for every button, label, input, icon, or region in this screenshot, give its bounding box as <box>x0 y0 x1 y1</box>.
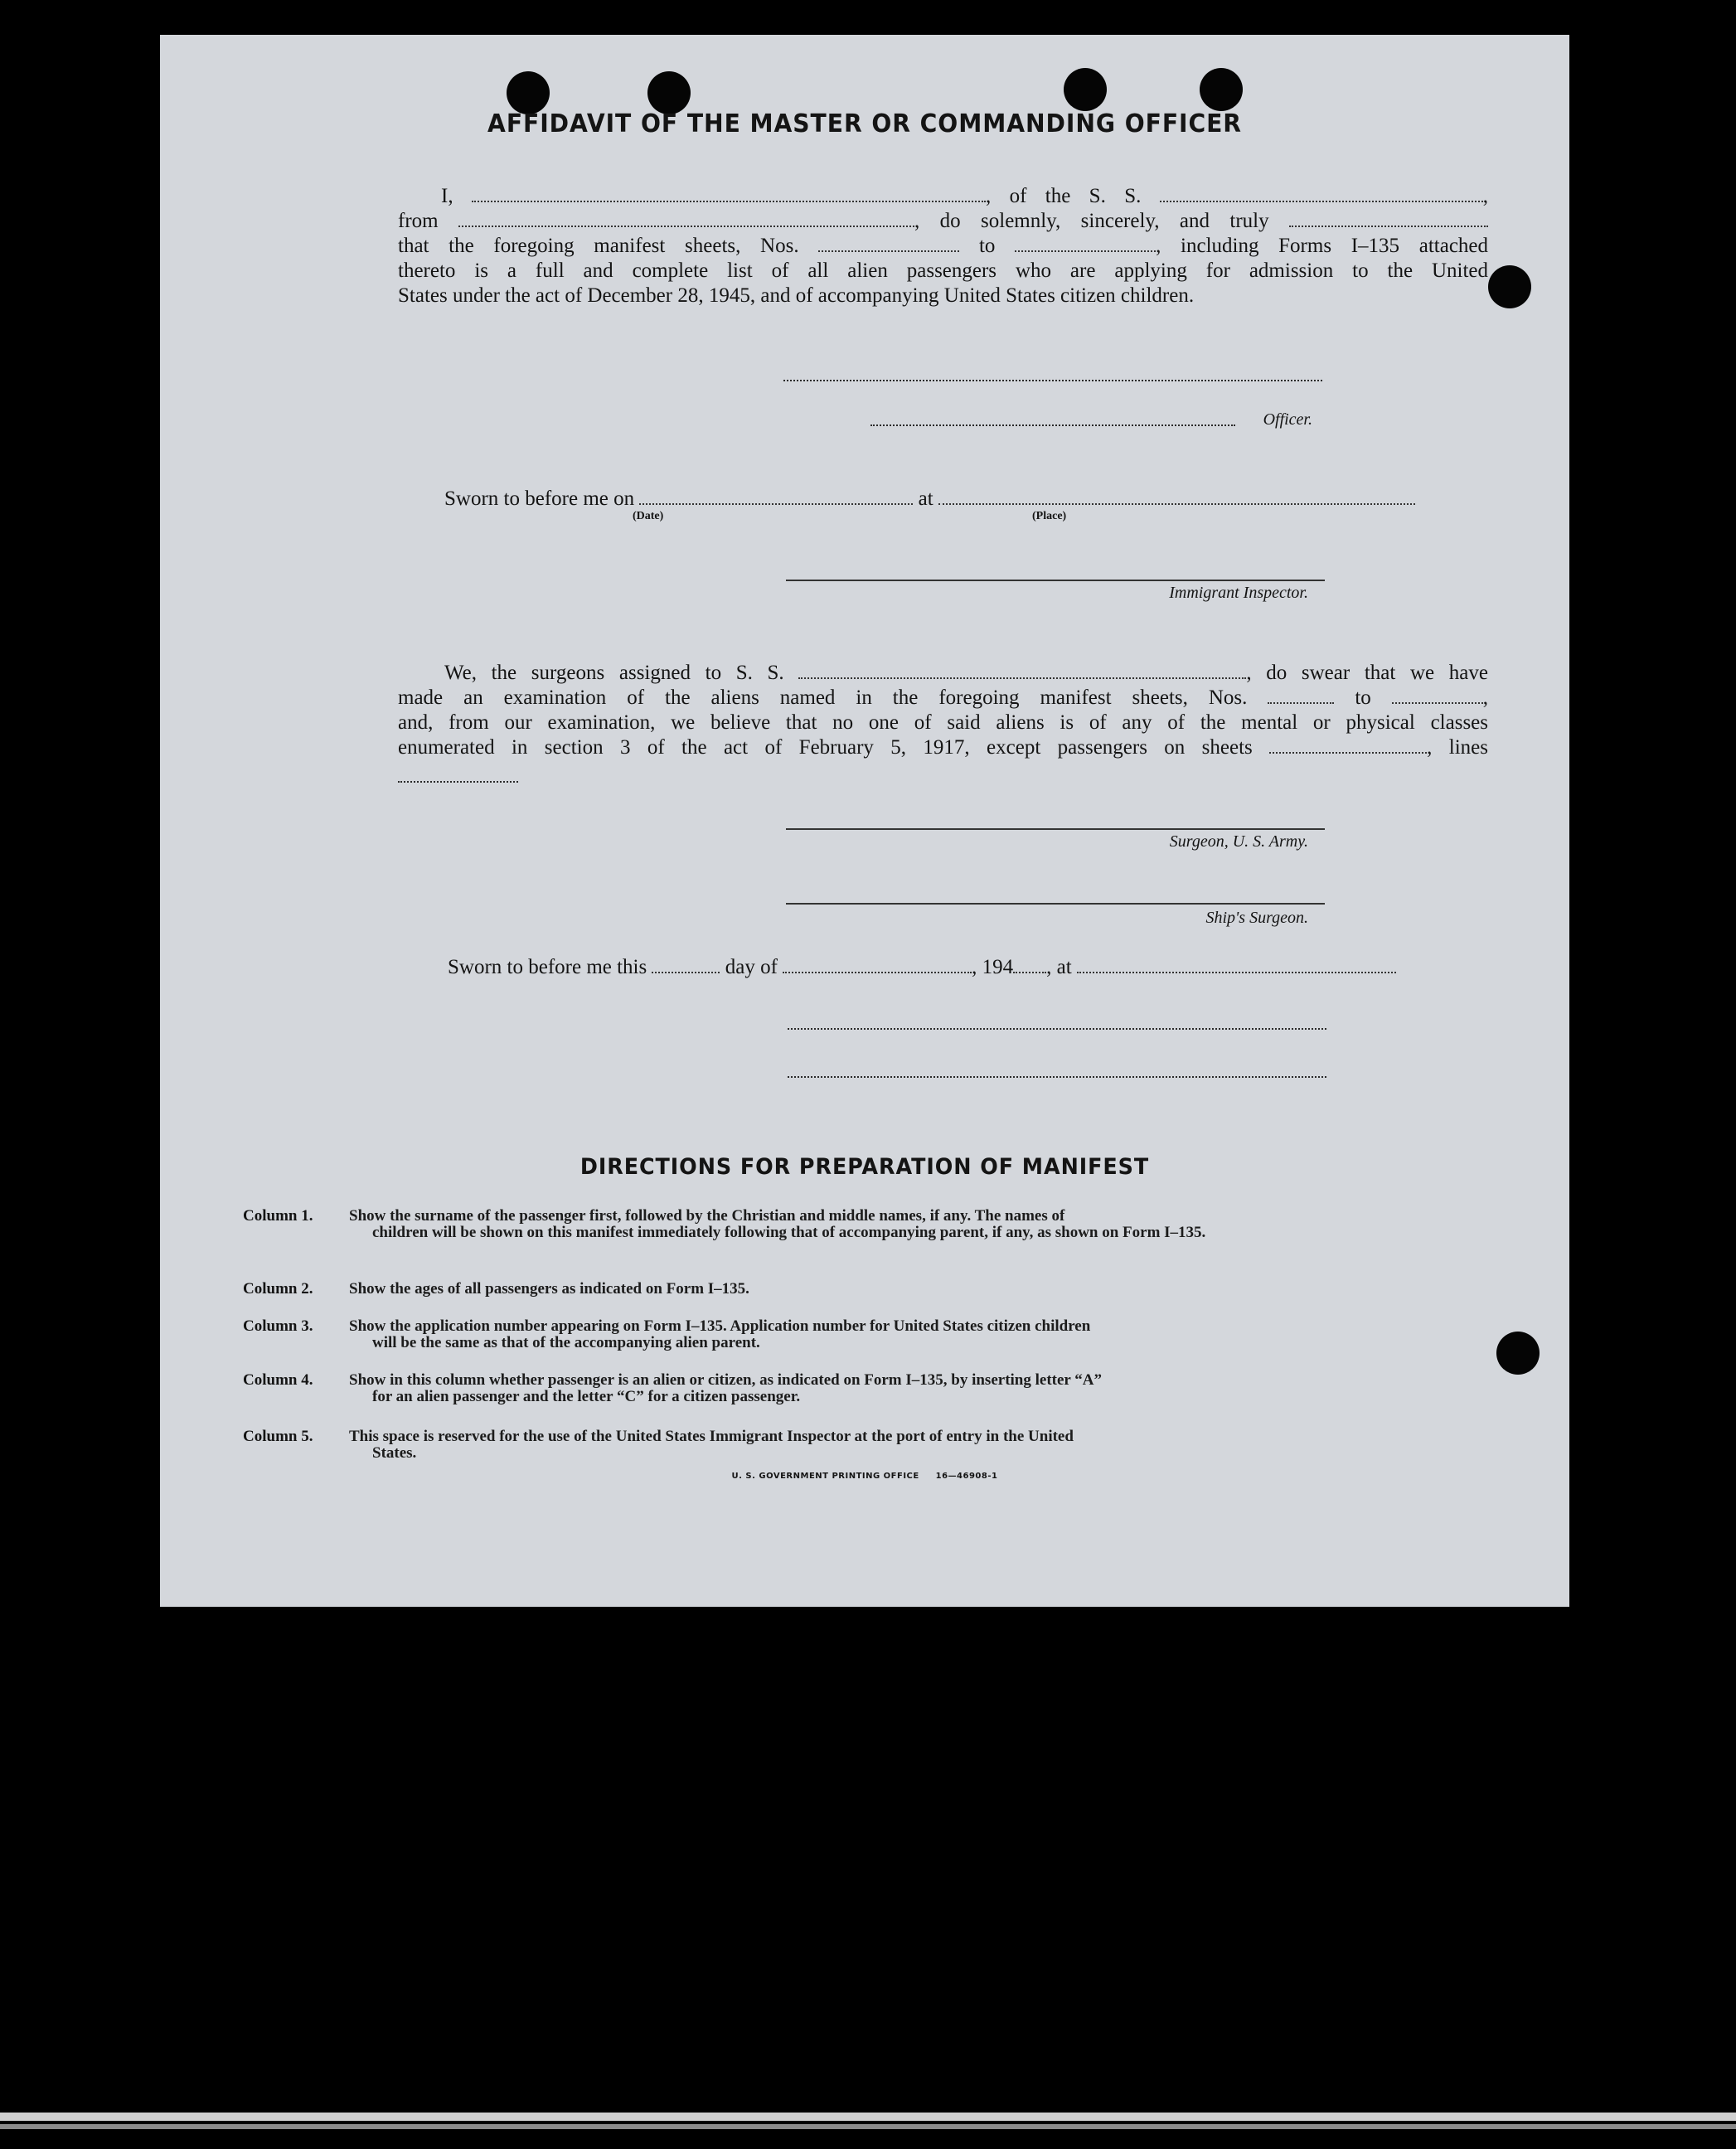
text: made an examination of the aliens named in the foregoing manifest sheets, Nos. <box>398 686 1248 709</box>
text: will be the same as that of the accompanying alien parent. <box>372 1334 760 1351</box>
column-5-label: Column 5. <box>243 1428 313 1445</box>
inspector-signature-line <box>786 578 1325 581</box>
affidavit-line-3 <box>398 234 1488 259</box>
printing-office-footer: U. S. GOVERNMENT PRINTING OFFICE 16—46908-1 <box>731 1472 998 1481</box>
affidavit-line-2 <box>398 209 1488 234</box>
text: We, the surgeons assigned to S. S. <box>444 662 784 684</box>
affidavit-line-4: thereto is a full and complete list of all alien passengers who are applying for admission to the United <box>398 260 1488 282</box>
officer-caption: Officer. <box>1263 410 1312 429</box>
text: , including Forms I–135 attached <box>1156 235 1489 257</box>
column-2-text <box>349 1281 1330 1298</box>
text: Show in this column whether passenger is an alien or citizen, as indicated on Form I–135, by inserting letter “A” <box>349 1371 1102 1389</box>
text: day of <box>725 956 778 978</box>
text: , <box>1482 185 1488 207</box>
punch-hole <box>1496 1332 1540 1375</box>
ship-surgeon-caption: Ship's Surgeon. <box>1205 909 1308 927</box>
surgeons-line-3: and, from our examination, we believe that no one of said aliens is of any of the mental or physical classes <box>398 711 1488 734</box>
text: to <box>978 235 996 257</box>
sworn-place-line <box>788 1026 1326 1030</box>
text: , 194 <box>972 956 1014 978</box>
text: This space is reserved for the use of the United States Immigrant Inspector at the port of entry in the United <box>349 1428 1074 1445</box>
form-page <box>160 35 1569 1607</box>
punch-hole <box>1488 265 1531 308</box>
affidavit-line-1 <box>398 184 1488 209</box>
text: children will be shown on this manifest immediately following that of accompanying parent, if any, as shown on Form I–135. <box>372 1224 1206 1241</box>
text: that the foregoing manifest sheets, Nos. <box>398 235 799 257</box>
text: to <box>1355 686 1371 709</box>
text: States. <box>372 1444 417 1462</box>
column-3-text <box>349 1318 1330 1351</box>
text: Sworn to before me on <box>444 488 635 510</box>
sworn-line-1 <box>398 487 1488 512</box>
text: Show the ages of all passengers as indicated on Form I–135. <box>349 1280 749 1298</box>
text: , do solemnly, sincerely, and truly <box>914 210 1269 232</box>
text: , at <box>1046 956 1072 978</box>
column-4-text <box>349 1372 1330 1405</box>
text: for an alien passenger and the letter “C” for a citizen passenger. <box>372 1388 801 1405</box>
column-1-text <box>349 1208 1330 1241</box>
affidavit-line-5: States under the act of December 28, 1945, and of accompanying United States citizen children. <box>398 284 1195 307</box>
text: Show the surname of the passenger first, followed by the Christian and middle names, if any. The names of <box>349 1207 1065 1225</box>
surgeons-line-4 <box>398 735 1488 760</box>
place-label: (Place) <box>1032 510 1067 522</box>
surgeons-line-1 <box>398 661 1488 686</box>
column-5-text <box>349 1429 1330 1462</box>
text: , lines <box>1427 736 1488 759</box>
inspector-caption: Immigrant Inspector. <box>1169 584 1308 602</box>
text: , do swear that we have <box>1246 662 1488 684</box>
officer-signature-line <box>870 423 1235 426</box>
army-surgeon-caption: Surgeon, U. S. Army. <box>1169 832 1308 851</box>
punch-hole <box>647 71 691 114</box>
text: , of the S. S. <box>985 185 1142 207</box>
lines-blank <box>398 779 518 783</box>
surgeons-line-2 <box>398 686 1488 711</box>
sworn-line-2 <box>398 955 1488 980</box>
text: , <box>1482 686 1488 709</box>
sworn-inspector-line <box>788 1074 1326 1078</box>
column-3-label: Column 3. <box>243 1317 313 1335</box>
date-label: (Date) <box>633 510 664 522</box>
text: enumerated in section 3 of the act of February 5, 1917, except passengers on sheets <box>398 736 1253 759</box>
text: at <box>918 488 933 510</box>
directions-title: DIRECTIONS FOR PREPARATION OF MANIFEST <box>579 1154 1150 1180</box>
ship-surgeon-signature-line <box>786 901 1325 905</box>
column-1-label: Column 1. <box>243 1207 313 1225</box>
affidavit-title: AFFIDAVIT OF THE MASTER OR COMMANDING OFFICER <box>487 109 1242 138</box>
army-surgeon-signature-line <box>786 827 1325 830</box>
punch-hole <box>1064 68 1107 111</box>
punch-hole <box>1200 68 1243 111</box>
column-4-label: Column 4. <box>243 1371 313 1389</box>
text: from <box>398 210 439 232</box>
text: I, <box>441 185 453 207</box>
film-edge <box>0 2113 1736 2121</box>
film-edge <box>0 2124 1736 2129</box>
column-2-label: Column 2. <box>243 1280 313 1298</box>
text: Show the application number appearing on Form I–135. Application number for United States citizen children <box>349 1317 1091 1335</box>
master-signature-line <box>783 378 1322 381</box>
text: Sworn to before me this <box>448 956 647 978</box>
punch-hole <box>507 71 550 114</box>
